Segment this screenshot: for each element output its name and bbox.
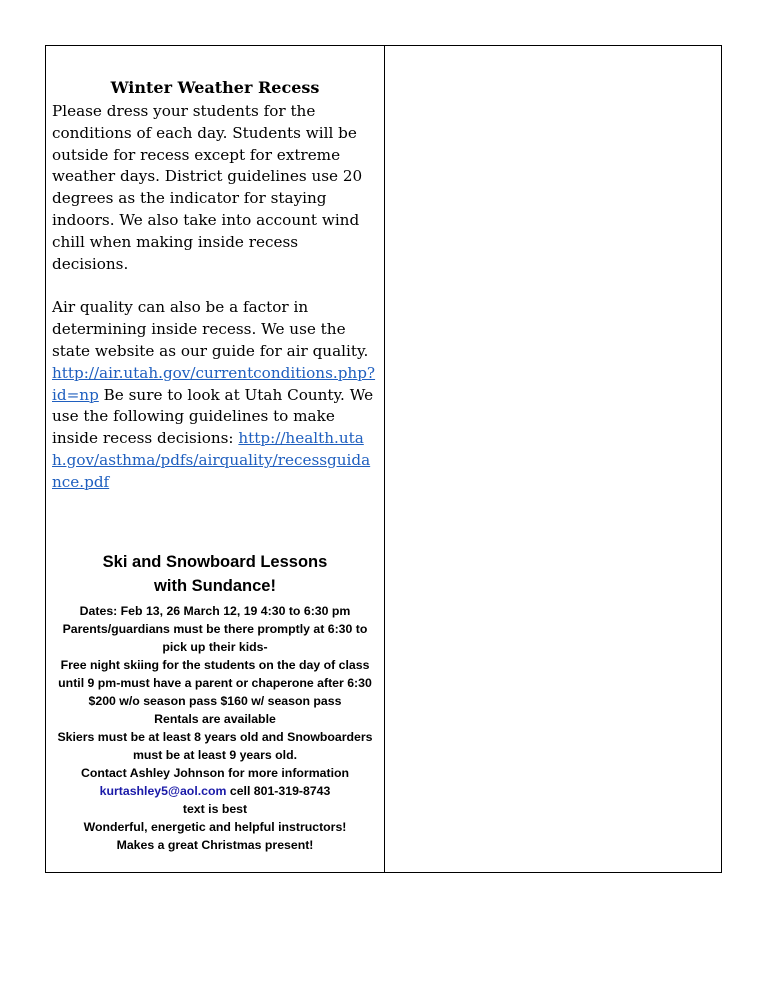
utah-county-note: Be sure to look at Utah County. We use the following guidelines to make inside recess decisions:: [52, 385, 374, 448]
recess-title: Winter Weather Recess: [110, 78, 320, 97]
ski-section: [52, 550, 378, 854]
newsletter-table: [45, 45, 722, 873]
ski-ages: Skiers must be at least 8 years old and Snowboarders must be at least 9 years old.: [57, 729, 373, 762]
right-column: [385, 46, 722, 872]
ski-rentals: Rentals are available: [154, 711, 276, 726]
ski-title: [52, 550, 378, 598]
ski-contact-details: [52, 782, 378, 800]
recess-paragraph-2: [52, 297, 378, 493]
ski-title-line-2: with Sundance!: [154, 576, 276, 595]
ski-contact: Contact Ashley Johnson for more information: [80, 765, 350, 780]
ski-present: Makes a great Christmas present!: [116, 837, 314, 852]
left-column: [52, 78, 378, 854]
recess-paragraph-1: Please dress your students for the conditions of each day. Students will be outside for recess except for extreme weather days. District guidelines use 20 degrees as the indicator for staying indoors. We also take into account wind chill when making inside recess decisions.: [52, 102, 363, 273]
air-quality-link[interactable]: http://air.utah.gov/currentconditions.php?id=np: [52, 363, 376, 404]
contact-phone: cell 801-319-8743: [226, 783, 331, 798]
ski-text-best: text is best: [182, 801, 248, 816]
ski-pickup: Parents/guardians must be there promptly at 6:30 to pick up their kids-: [62, 621, 368, 654]
contact-email[interactable]: kurtashley5@aol.com: [99, 783, 227, 798]
air-quality-intro: Air quality can also be a factor in determining inside recess. We use the state website as our guide for air quality.: [52, 298, 369, 360]
recess-body: [52, 101, 378, 494]
ski-free-night: Free night skiing for the students on the day of class until 9 pm-must have a parent or chaperone after 6:30: [58, 657, 372, 690]
ski-instructors: Wonderful, energetic and helpful instructors!: [83, 819, 347, 834]
ski-dates: Dates: Feb 13, 26 March 12, 19 4:30 to 6:30 pm: [79, 603, 351, 618]
recess-guidance-link[interactable]: http://health.utah.gov/asthma/pdfs/airquality/recessguidance.pdf: [52, 429, 371, 491]
ski-title-line-1: Ski and Snowboard Lessons: [102, 552, 328, 571]
ski-price: $200 w/o season pass $160 w/ season pass: [88, 693, 342, 708]
